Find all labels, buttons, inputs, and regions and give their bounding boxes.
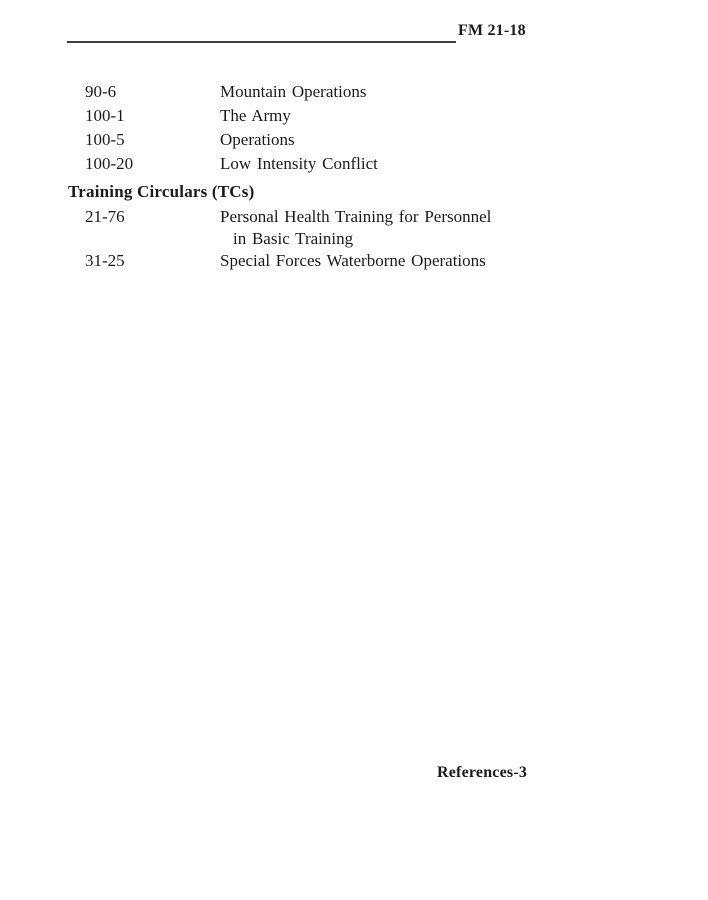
reference-number: 90-6 [85, 82, 117, 101]
reference-title [220, 250, 645, 272]
reference-title: The Army [220, 106, 291, 125]
reference-row [85, 128, 645, 152]
training-circular-list [85, 206, 645, 272]
reference-title: Mountain Operations [220, 82, 367, 101]
reference-title-line: Special Forces Waterborne Operations [220, 251, 486, 270]
page-footer-label: References-3 [437, 764, 528, 781]
doc-id-label: FM 21-18 [458, 22, 526, 39]
header-rule [67, 41, 456, 43]
section-heading-training-circulars: Training Circulars (TCs) [68, 182, 255, 201]
reference-number: 100-20 [85, 154, 134, 173]
reference-row [85, 104, 645, 128]
reference-title [220, 206, 645, 250]
reference-row [85, 206, 645, 250]
reference-row [85, 152, 645, 176]
reference-row [85, 80, 645, 104]
reference-row [85, 250, 645, 272]
field-manual-list [85, 80, 645, 176]
reference-title-line: Personal Health Training for Personnel [220, 207, 492, 226]
reference-number: 31-25 [85, 251, 125, 270]
reference-number: 21-76 [85, 207, 125, 226]
reference-title-line: in Basic Training [233, 229, 354, 248]
reference-title: Operations [220, 130, 295, 149]
reference-title: Low Intensity Conflict [220, 154, 378, 173]
reference-number: 100-1 [85, 106, 125, 125]
reference-number: 100-5 [85, 130, 125, 149]
